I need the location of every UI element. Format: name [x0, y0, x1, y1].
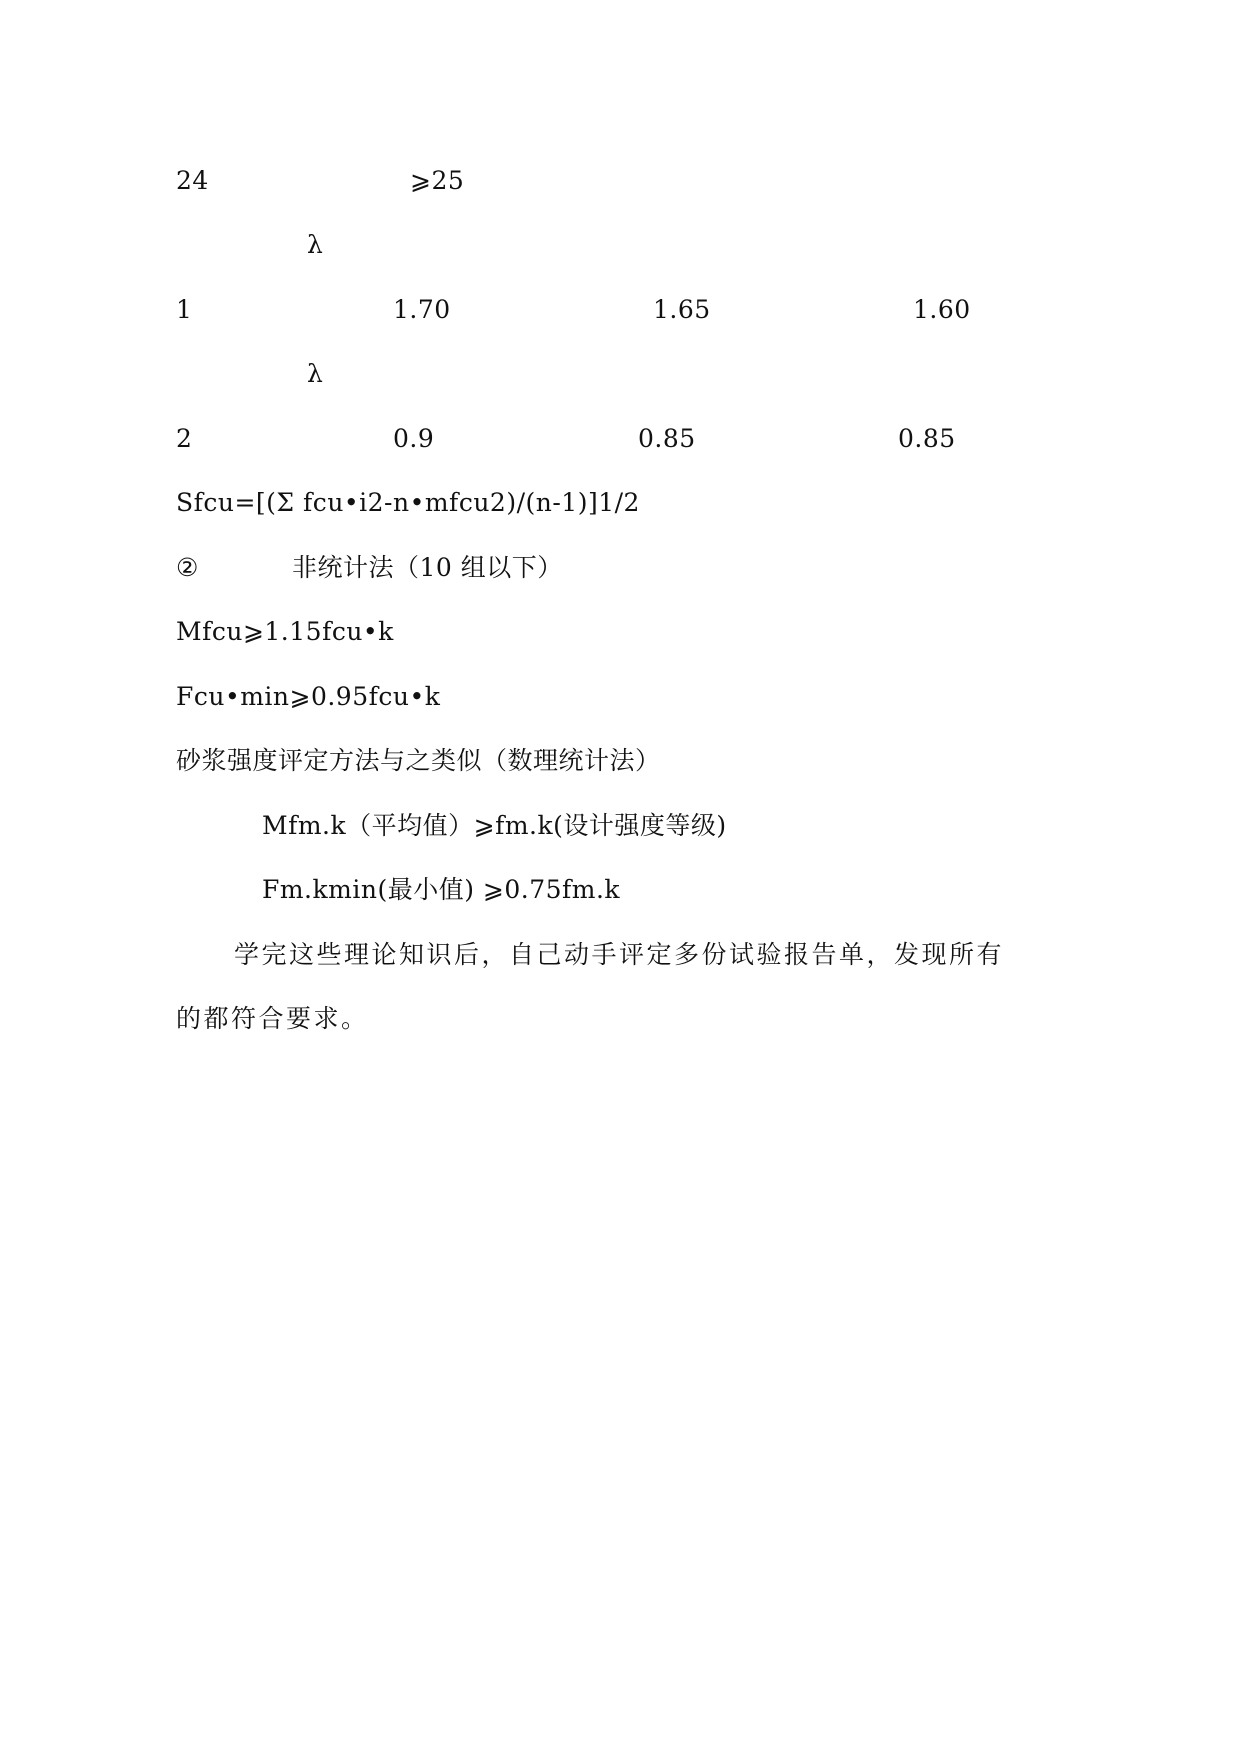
- paragraph-line-1: 学完这些理论知识后，自己动手评定多份试验报告单，发现所有: [234, 940, 1005, 969]
- row1-label: 1: [176, 295, 193, 324]
- lambda-symbol-1: λ: [307, 230, 324, 259]
- row2-label: 2: [176, 424, 193, 453]
- row2-value-2: 0.85: [638, 424, 696, 453]
- mortar-heading: 砂浆强度评定方法与之类似（数理统计法）: [176, 746, 661, 775]
- table-header-ge25: ⩾25: [410, 166, 465, 195]
- fcu-min-formula: Fcu•min⩾0.95fcu•k: [176, 682, 441, 711]
- sfcu-formula: Sfcu=[(Σ fcu•i2-n•mfcu2)/(n-1)]1/2: [176, 488, 640, 517]
- row1-value-2: 1.65: [653, 295, 711, 324]
- row1-value-3: 1.60: [913, 295, 971, 324]
- row2-value-3: 0.85: [898, 424, 956, 453]
- non-statistical-heading: 非统计法（10 组以下）: [292, 553, 563, 582]
- circled-number-two: ②: [176, 553, 199, 582]
- row1-value-1: 1.70: [393, 295, 451, 324]
- lambda-symbol-2: λ: [307, 359, 324, 388]
- fm-min-formula: Fm.kmin(最小值) ⩾0.75fm.k: [262, 875, 621, 904]
- row2-value-1: 0.9: [393, 424, 435, 453]
- table-header-24: 24: [176, 166, 209, 195]
- mfm-formula: Mfm.k（平均值）⩾fm.k(设计强度等级): [262, 811, 727, 840]
- mfcu-formula: Mfcu⩾1.15fcu•k: [176, 617, 394, 646]
- paragraph-line-2: 的都符合要求。: [176, 1004, 369, 1033]
